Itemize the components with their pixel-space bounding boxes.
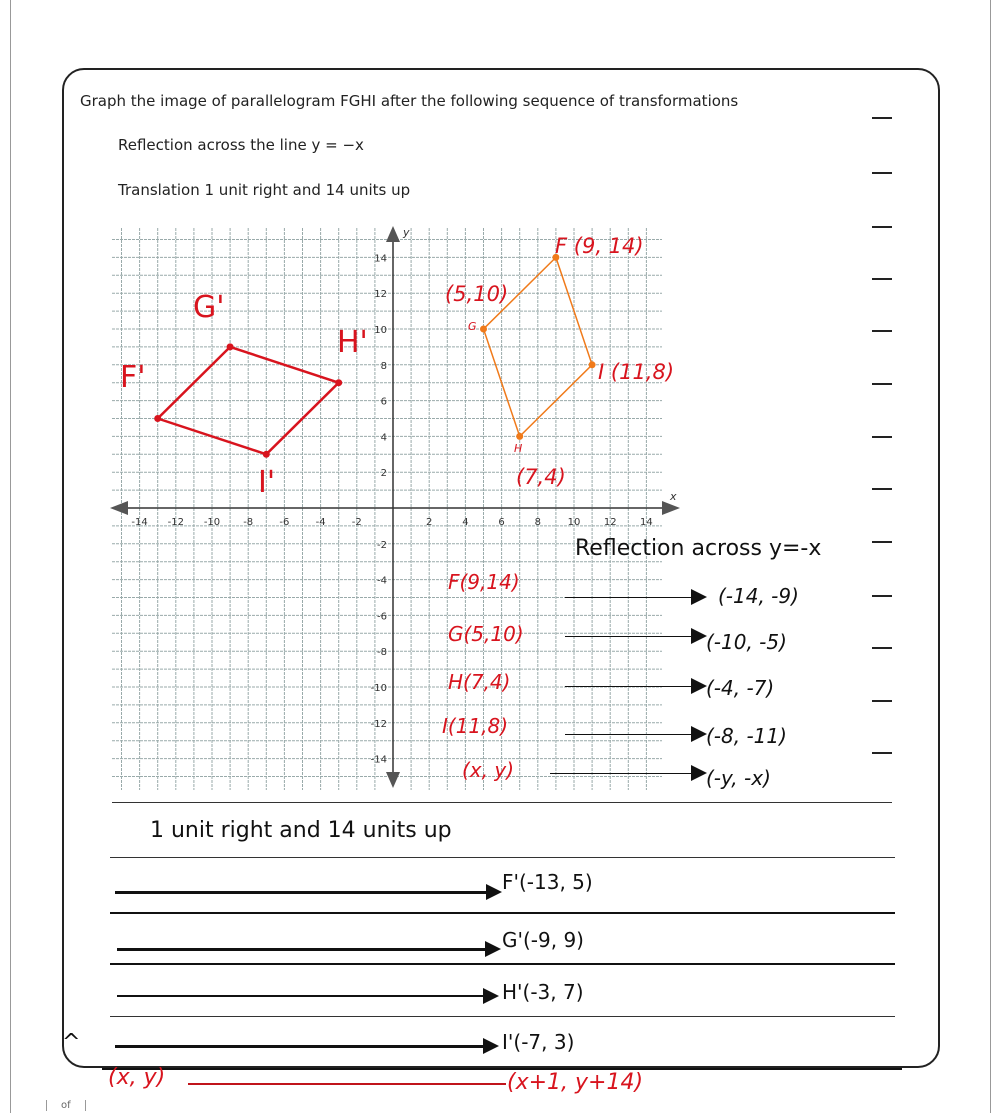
x-tick-label: -14 [131, 517, 148, 528]
x-tick-label: 12 [603, 517, 617, 528]
prompt-step-translation: Translation 1 unit right and 14 units up [118, 181, 411, 199]
x-tick-label: -8 [243, 517, 254, 528]
original-vertex-point [589, 361, 596, 368]
image-vertex-point [154, 415, 161, 422]
x-tick-label: -12 [167, 517, 184, 528]
reflection-to-rule: (-y, -x) [706, 766, 771, 790]
reflection-from-0: F(9,14) [448, 570, 520, 594]
original-vertex-point [516, 433, 523, 440]
label-G-prime: G' [193, 290, 225, 325]
image-vertex-point [227, 343, 234, 350]
arrow [117, 995, 485, 997]
page-indicator: of [46, 1100, 86, 1111]
reflection-to-1: (-10, -5) [706, 630, 787, 654]
translation-rule-from: (x, y) [108, 1065, 166, 1090]
reflection-from-2: H(7,4) [448, 670, 511, 694]
divider [110, 912, 895, 914]
prompt-step-reflection: Reflection across the line y = −x [118, 136, 364, 154]
y-axis-arrow-down-icon [386, 772, 400, 788]
x-tick-label: -4 [315, 517, 326, 528]
reflection-from-1: G(5,10) [448, 622, 524, 646]
arrow [565, 597, 693, 598]
x-tick-label: 8 [534, 517, 541, 528]
reflection-to-2: (-4, -7) [706, 676, 775, 700]
x-axis-label: x [670, 490, 677, 503]
arrow [115, 891, 488, 894]
arrow [565, 734, 693, 735]
reflection-from-rule: (x, y) [462, 758, 514, 782]
x-tick-label: 10 [567, 517, 581, 528]
y-axis-label: y [403, 226, 410, 239]
y-tick-label: 14 [374, 253, 387, 265]
arrow [117, 948, 487, 951]
arrow [565, 636, 693, 637]
divider [110, 1016, 895, 1017]
divider [110, 857, 895, 858]
divider [110, 963, 895, 965]
reflection-from-3: I(11,8) [442, 714, 509, 738]
label-I: I (11,8) [598, 360, 675, 384]
y-tick-label: -2 [377, 539, 387, 551]
y-tick-label: 10 [374, 325, 387, 336]
x-axis-arrow-left-icon [110, 501, 128, 515]
x-tick-label: 14 [640, 517, 653, 528]
reflection-heading: Reflection across y=-x [575, 536, 822, 561]
y-tick-label: 12 [374, 289, 387, 301]
collapse-caret-icon[interactable]: ^ [62, 1030, 81, 1055]
y-tick-label: -12 [370, 718, 387, 730]
original-vertex-point [480, 326, 487, 333]
translation-heading: 1 unit right and 14 units up [150, 818, 452, 843]
y-axis-arrow-up-icon [386, 226, 400, 242]
prompt-title: Graph the image of parallelogram FGHI after the following sequence of transformations [80, 92, 739, 110]
arrow [565, 686, 693, 687]
label-F-prime: F' [120, 360, 146, 395]
label-H-coord: (7,4) [516, 465, 566, 489]
y-tick-label: 8 [380, 360, 387, 372]
image-vertex-point [335, 379, 342, 386]
x-tick-label: 6 [498, 517, 505, 528]
reflection-to-3: (-8, -11) [706, 724, 787, 748]
x-axis-arrow-right-icon [662, 501, 680, 515]
label-G-coord: (5,10) [445, 282, 509, 306]
y-tick-label: 4 [380, 432, 387, 444]
y-tick-label: -4 [377, 575, 387, 587]
label-F: F (9, 14) [555, 234, 644, 258]
image-vertex-point [263, 451, 270, 458]
divider [112, 802, 892, 803]
x-tick-label: -6 [279, 517, 290, 528]
arrow [550, 773, 693, 774]
label-H: H [514, 442, 523, 455]
translation-row-1: G'(-9, 9) [502, 928, 584, 952]
translation-row-3: I'(-7, 3) [502, 1030, 575, 1054]
x-tick-label: -2 [351, 517, 362, 528]
y-tick-label: 6 [380, 396, 387, 408]
label-G: G [468, 320, 477, 333]
translation-rule-to: (x+1, y+14) [507, 1070, 644, 1095]
y-tick-label: -10 [370, 683, 387, 694]
y-tick-label: -14 [370, 754, 387, 766]
y-tick-label: -8 [377, 647, 387, 659]
arrow [115, 1045, 485, 1048]
translation-row-2: H'(-3, 7) [502, 980, 584, 1004]
x-tick-label: 4 [462, 517, 469, 528]
x-tick-label: -10 [203, 517, 221, 528]
reflection-to-0: (-14, -9) [718, 584, 799, 608]
arrow [188, 1083, 506, 1085]
x-tick-label: 2 [426, 517, 433, 528]
divider [102, 1068, 902, 1070]
y-tick-label: -6 [377, 611, 387, 623]
label-I-prime: I' [258, 465, 276, 500]
label-H-prime: H' [337, 325, 368, 360]
y-tick-label: 2 [380, 468, 387, 480]
translation-row-0: F'(-13, 5) [502, 870, 593, 894]
